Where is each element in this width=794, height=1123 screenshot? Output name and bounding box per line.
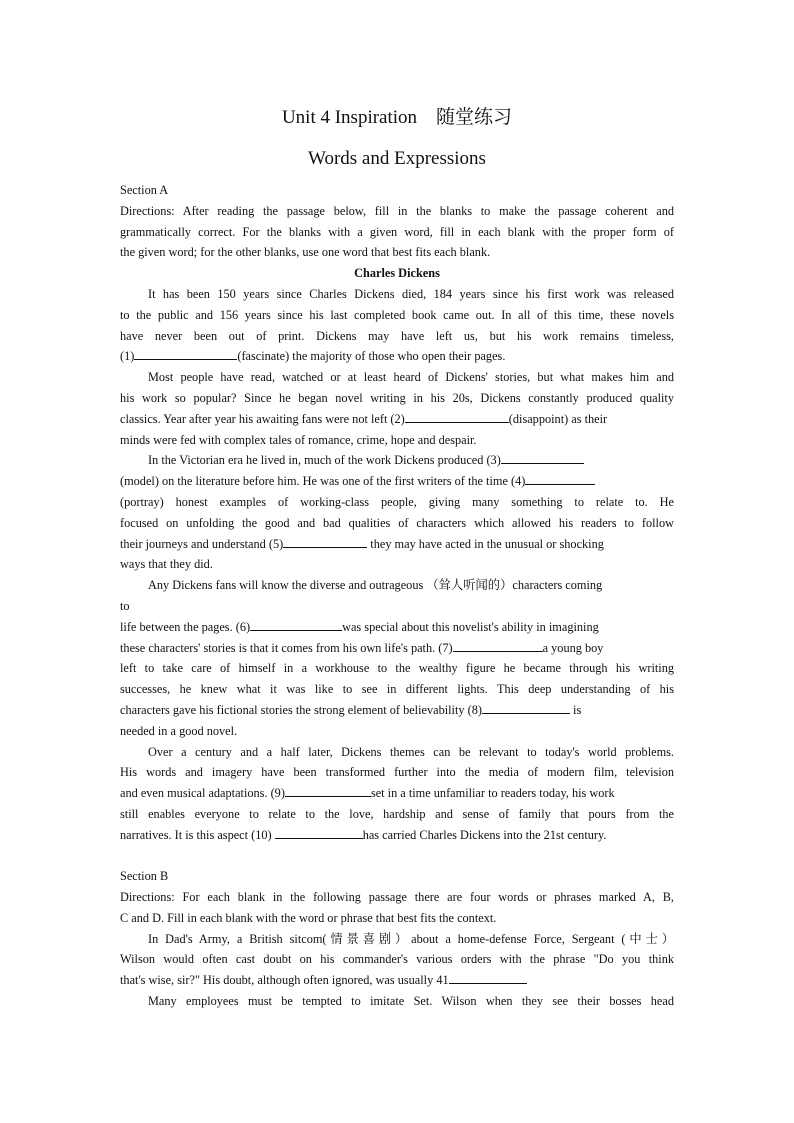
text-line: In Dad's Army, a British sitcom(情景喜剧）about a home-defense Force, Sergeant (中士） xyxy=(148,931,674,946)
text-line: Wilson would often cast doubt on his commander's various orders with the phrase "Do you think xyxy=(120,952,674,967)
text-line: successes, he knew what it was like to see in different lights. This deep understanding of his xyxy=(120,682,674,697)
directions-line: grammatically correct. For the blanks with a given word, fill in each blank with the proper form of xyxy=(120,224,674,239)
text-line: needed in a good novel. xyxy=(120,723,238,738)
directions-line: C and D. Fill in each blank with the word or phrase that best fits the context. xyxy=(120,910,497,925)
text-line: life between the pages. (6) was special about this novelist's ability in imagining xyxy=(120,617,674,638)
text-line: that's wise, sir?" His doubt, although often ignored, was usually 41 xyxy=(120,970,674,991)
answer-blank-7[interactable] xyxy=(453,638,543,652)
answer-blank-9[interactable] xyxy=(285,783,371,797)
directions-line: the given word; for the other blanks, use one word that best fits each blank. xyxy=(120,245,491,260)
text-line: focused on unfolding the good and bad qualities of characters which allowed his readers to follow xyxy=(120,515,674,530)
answer-blank-10[interactable] xyxy=(275,825,363,839)
content-flow xyxy=(120,180,674,1012)
section-a-heading: Section A xyxy=(120,183,169,197)
directions-line: Directions: For each blank in the following passage there are four words or phrases marked A, B, xyxy=(120,890,674,905)
text-line: left to take care of himself in a workhouse to the wealthy figure he became through his writing xyxy=(120,661,674,676)
page-subtitle: Words and Expressions xyxy=(308,148,486,169)
text-line: have never been out of print. Dickens may have left us, but his work remains timeless, xyxy=(120,328,674,343)
text-line: (portray) honest examples of working-class people, giving many something to relate to. He xyxy=(120,494,674,509)
page-title: Unit 4 Inspiration 随堂练习 xyxy=(281,107,513,128)
answer-blank-1[interactable] xyxy=(134,346,237,360)
text-line: His words and imagery have been transformed further into the media of modern film, television xyxy=(120,765,674,780)
text-line: (model) on the literature before him. He was one of the first writers of the time (4) xyxy=(120,471,674,492)
text-line: (1) (fascinate) the majority of those who open their pages. xyxy=(120,346,674,367)
answer-blank-8[interactable] xyxy=(482,700,570,714)
section-spacer xyxy=(120,846,674,867)
text-line: Any Dickens fans will know the diverse and outrageous （耸人听闻的）characters coming xyxy=(148,578,603,593)
answer-blank-2[interactable] xyxy=(405,409,509,423)
text-line: ways that they did. xyxy=(120,557,213,572)
text-line: Most people have read, watched or at least heard of Dickens' stories, but what makes him and xyxy=(148,370,674,385)
text-line: classics. Year after year his awaiting fans were not left (2) (disappoint) as their xyxy=(120,409,674,430)
text-line: and even musical adaptations. (9) set in a time unfamiliar to readers today, his work xyxy=(120,783,674,804)
text-line: to the public and 156 years since his last completed book came out. In all of this time, these novels xyxy=(120,307,674,322)
answer-blank-4[interactable] xyxy=(525,471,595,485)
text-line: Over a century and a half later, Dickens themes can be relevant to today's world problems. xyxy=(148,744,674,759)
text-line: It has been 150 years since Charles Dickens died, 184 years since his first work was released xyxy=(148,286,674,301)
text-line: minds were fed with complex tales of romance, crime, hope and despair. xyxy=(120,432,477,447)
text-line: their journeys and understand (5) they may have acted in the unusual or shocking xyxy=(120,534,674,555)
text-line: these characters' stories is that it comes from his own life's path. (7) a young boy xyxy=(120,638,674,659)
text-line: narratives. It is this aspect (10) has carried Charles Dickens into the 21st century. xyxy=(120,825,674,846)
text-line: to xyxy=(120,598,130,613)
section-b-heading: Section B xyxy=(120,869,169,884)
directions-line: Directions: After reading the passage below, fill in the blanks to make the passage coherent and xyxy=(120,203,674,218)
text-line: his work so popular? Since he began novel writing in his 20s, Dickens constantly produced quality xyxy=(120,390,674,405)
answer-blank-6[interactable] xyxy=(250,617,342,631)
answer-blank-5[interactable] xyxy=(283,534,367,548)
answer-blank-41[interactable] xyxy=(449,970,527,984)
text-line: Many employees must be tempted to imitate Set. Wilson when they see their bosses head xyxy=(148,994,674,1009)
passage-title: Charles Dickens xyxy=(354,266,440,281)
text-line: still enables everyone to relate to the love, hardship and sense of family that pours from the xyxy=(120,806,674,821)
answer-blank-3[interactable] xyxy=(501,450,584,464)
text-line: In the Victorian era he lived in, much of the work Dickens produced (3) xyxy=(120,450,674,471)
text-line: characters gave his fictional stories the strong element of believability (8) is xyxy=(120,700,674,721)
